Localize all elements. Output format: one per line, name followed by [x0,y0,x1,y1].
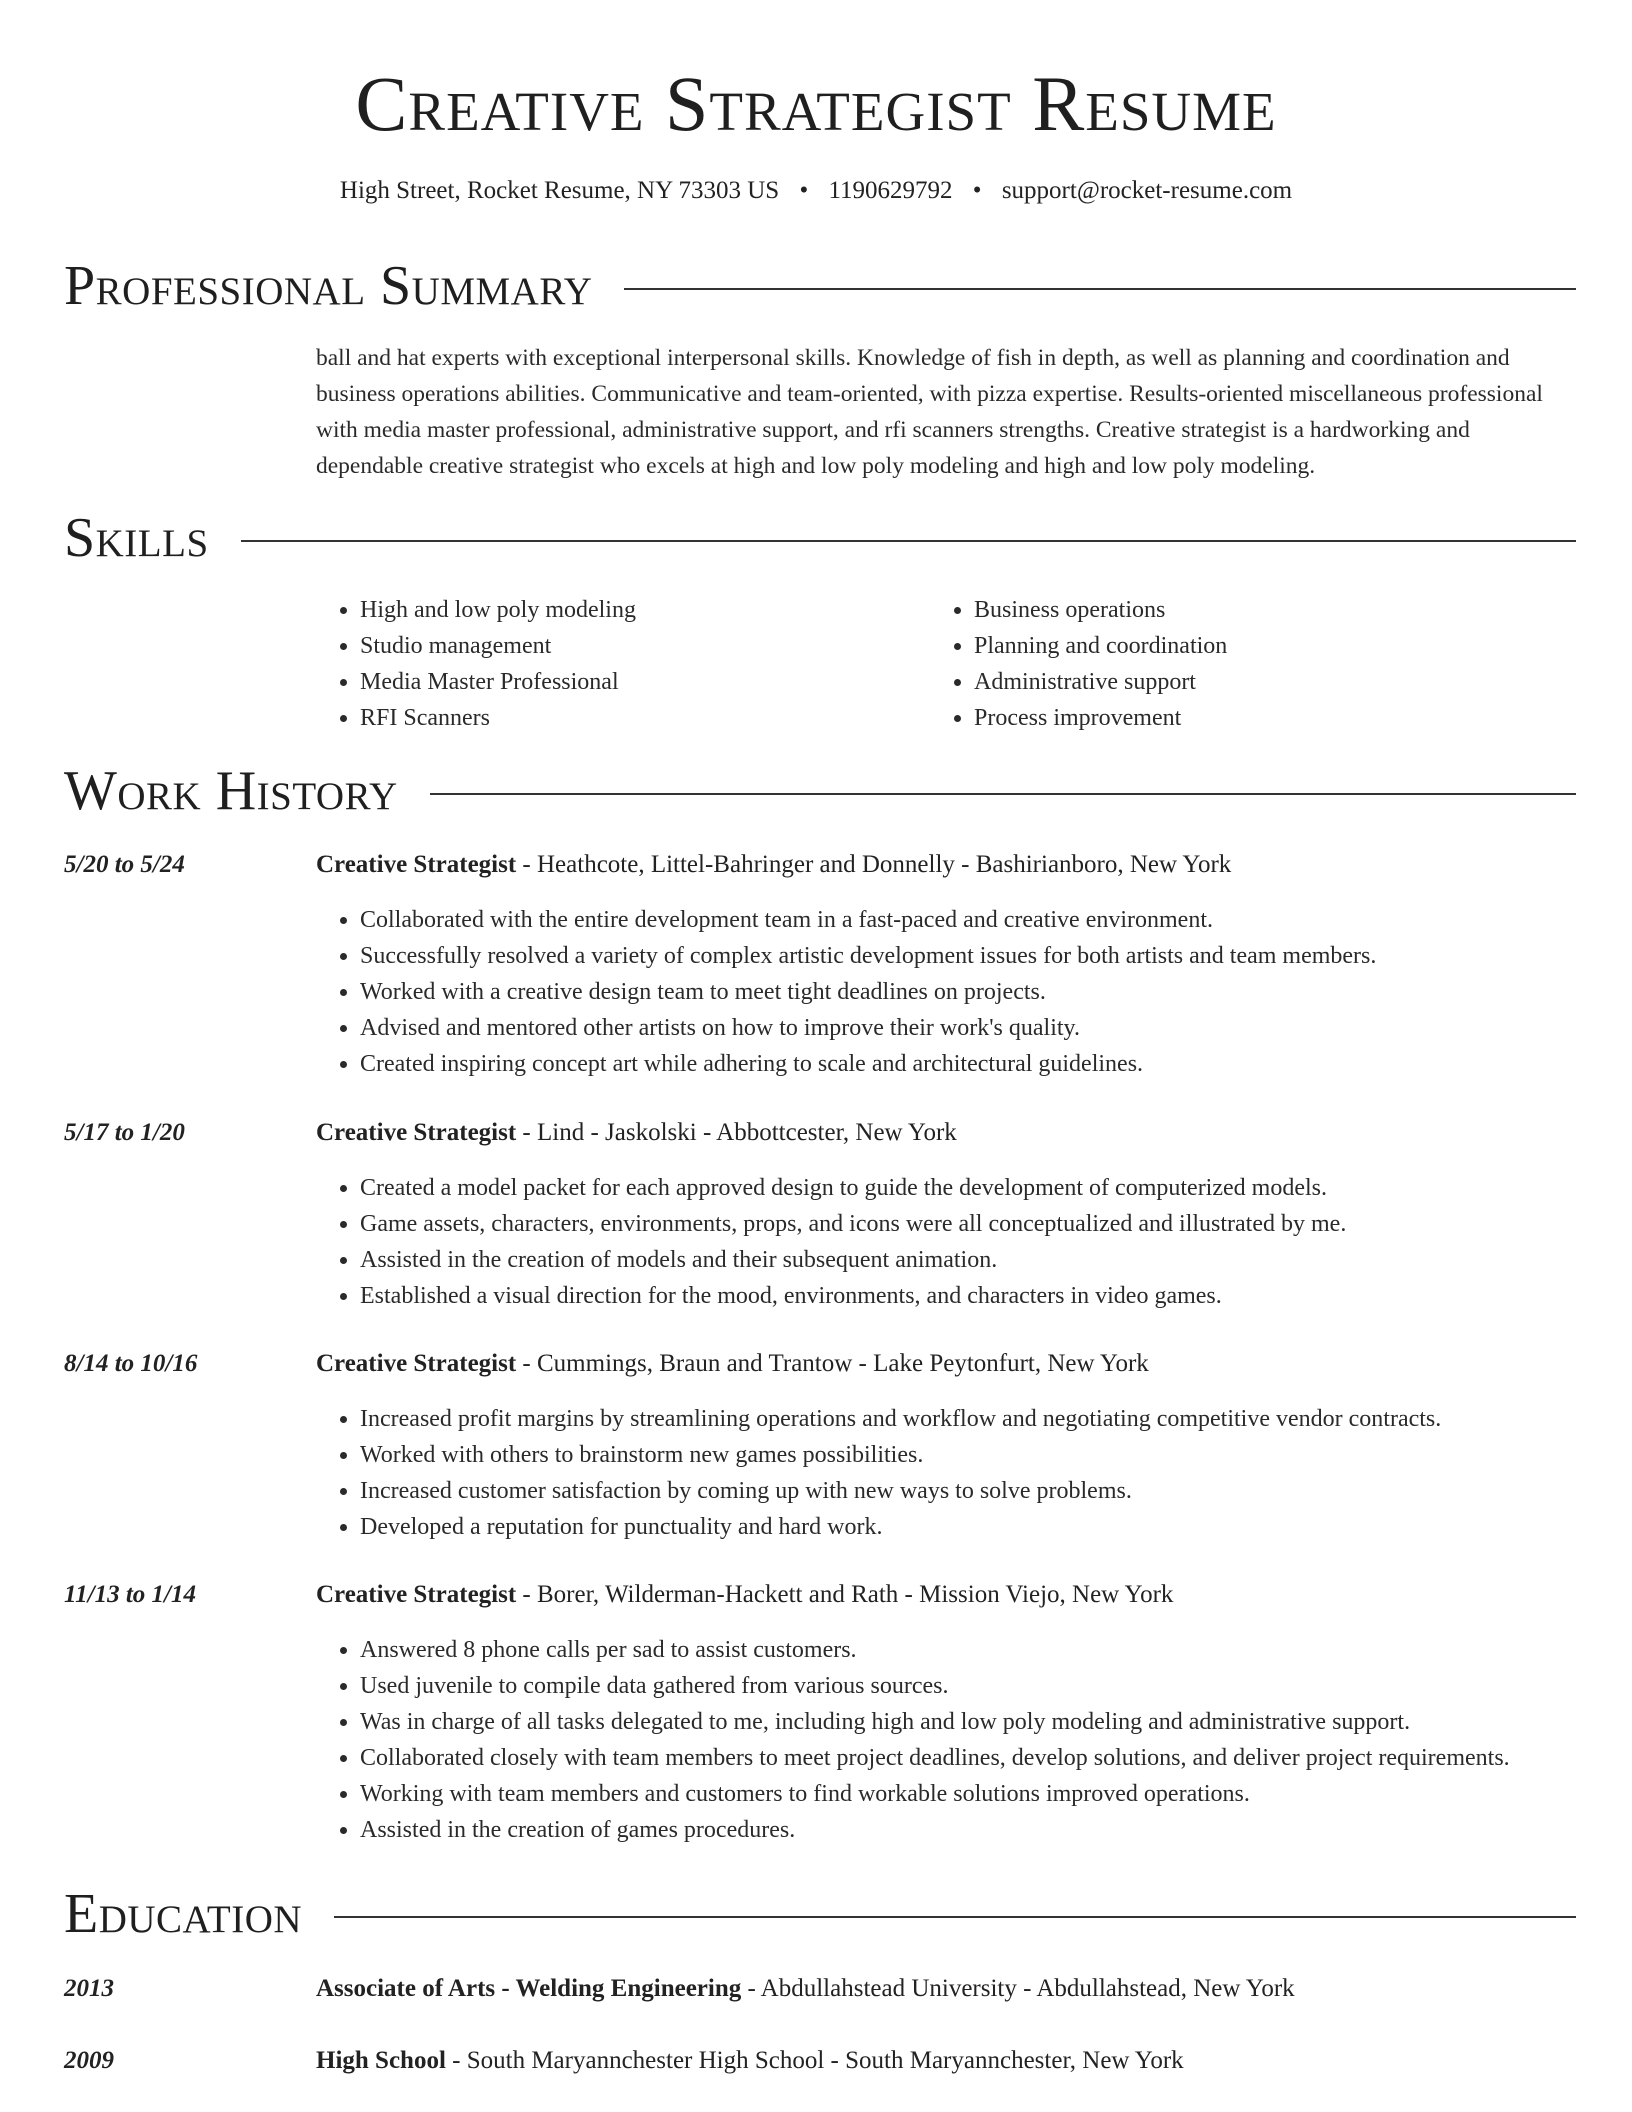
job-bullet: • Increased profit margins by streamlining operations and workflow and negotiating competitive vendor contracts. [360,1401,1596,1437]
job-bullet: • Assisted in the creation of games procedures. [360,1812,1596,1848]
education-entry [316,2044,1586,2078]
contact-address: High Street, Rocket Resume, NY 73303 US [339,177,780,204]
job-heading [316,1347,1586,1381]
skills-list-right [930,592,1510,736]
section-divider [624,288,1576,290]
job-bullet: • Assisted in the creation of models and their subsequent animation. [360,1242,1596,1278]
job-bullet: • Worked with a creative design team to meet tight deadlines on projects. [360,974,1596,1010]
resume-title: Creative Strategist Resume [355,60,1277,147]
job-bullets [316,1632,1596,1848]
job-date: 11/13 to 1/14 [64,1581,196,1608]
skill-item: • Administrative support [974,664,1510,700]
job-bullet: • Successfully resolved a variety of complex artistic development issues for both artists and team members. [360,938,1596,974]
education-school: - South Maryannchester High School - South Maryannchester, New York [445,2047,1184,2074]
education-section-header [64,1882,1576,1946]
section-divider [430,793,1576,795]
job-employer: - Heathcote, Littel-Bahringer and Donnelly - Bashirianboro, New York [516,851,1232,878]
skills-list-left [316,592,896,736]
education-school: - Abdullahstead University - Abdullahstead, New York [741,1975,1295,2002]
contact-email: support@rocket-resume.com [1001,177,1293,204]
contact-separator: • [972,177,982,204]
education-section-title: Education [64,1883,303,1945]
job-role: Creative Strategist [316,851,517,878]
job-bullet: • Worked with others to brainstorm new games possibilities. [360,1437,1596,1473]
skill-item: • High and low poly modeling [360,592,896,628]
job-employer: - Cummings, Braun and Trantow - Lake Peytonfurt, New York [516,1350,1149,1377]
work-section-title: Work History [64,760,398,822]
job-bullet: • Game assets, characters, environments, props, and icons were all conceptualized and illustrated by me. [360,1206,1596,1242]
job-bullets [316,902,1596,1082]
summary-text: ball and hat experts with exceptional interpersonal skills. Knowledge of fish in depth, as well as planning and coordination and business operations abilities. Communicative and team-oriented, with pizza expertise. Results-oriented miscellaneous professional with media master professional, administrative support, and rfi scanners strengths. Creative strategist is a hardworking and dependable creative strategist who excels at high and low poly modeling and high and low poly modeling. [316,345,1543,479]
job-bullet: • Created a model packet for each approved design to guide the development of computerized models. [360,1170,1596,1206]
education-date: 2009 [64,2047,114,2074]
summary-section-header [64,254,1576,318]
skills-section-title: Skills [64,507,209,569]
job-bullet: • Collaborated closely with team members to meet project deadlines, develop solutions, and deliver project requirements. [360,1740,1596,1776]
job-bullet: • Was in charge of all tasks delegated to me, including high and low poly modeling and administrative support. [360,1704,1596,1740]
contact-line [0,174,1632,208]
skill-item: • Planning and coordination [974,628,1510,664]
skill-item: • Process improvement [974,700,1510,736]
job-bullet: • Collaborated with the entire development team in a fast-paced and creative environment. [360,902,1596,938]
skill-item: • Business operations [974,592,1510,628]
education-degree: High School [316,2047,446,2074]
education-degree: Associate of Arts - Welding Engineering [316,1975,742,2002]
job-bullet: • Established a visual direction for the mood, environments, and characters in video games. [360,1278,1596,1314]
job-bullet: • Advised and mentored other artists on how to improve their work's quality. [360,1010,1596,1046]
contact-phone: 1190629792 [828,177,953,204]
skill-item: • Media Master Professional [360,664,896,700]
skills-column-right [930,592,1510,736]
job-date: 5/20 to 5/24 [64,851,185,878]
education-date: 2013 [64,1975,114,2002]
contact-separator: • [799,177,809,204]
job-employer: - Borer, Wilderman-Hackett and Rath - Mission Viejo, New York [516,1581,1174,1608]
job-bullet: • Developed a reputation for punctuality and hard work. [360,1509,1596,1545]
job-heading [316,1116,1586,1150]
section-divider [334,1916,1576,1918]
skill-item: • RFI Scanners [360,700,896,736]
summary-section-title: Professional Summary [64,255,593,317]
job-heading [316,1578,1586,1612]
job-role: Creative Strategist [316,1119,517,1146]
section-divider [241,540,1576,542]
job-bullet: • Working with team members and customers to find workable solutions improved operations. [360,1776,1596,1812]
job-bullets [316,1401,1596,1545]
job-bullet: • Used juvenile to compile data gathered from various sources. [360,1668,1596,1704]
job-date: 5/17 to 1/20 [64,1119,185,1146]
job-bullet: • Increased customer satisfaction by coming up with new ways to solve problems. [360,1473,1596,1509]
skills-section-header [64,506,1576,570]
job-bullets [316,1170,1596,1314]
job-bullet: • Answered 8 phone calls per sad to assist customers. [360,1632,1596,1668]
skill-item: • Studio management [360,628,896,664]
job-date: 8/14 to 10/16 [64,1350,198,1377]
job-employer: - Lind - Jaskolski - Abbottcester, New York [516,1119,957,1146]
education-entry [316,1972,1586,2006]
job-bullet: • Created inspiring concept art while adhering to scale and architectural guidelines. [360,1046,1596,1082]
work-section-header [64,759,1576,823]
job-heading [316,848,1586,882]
skills-column-left [316,592,896,736]
job-role: Creative Strategist [316,1581,517,1608]
job-role: Creative Strategist [316,1350,517,1377]
